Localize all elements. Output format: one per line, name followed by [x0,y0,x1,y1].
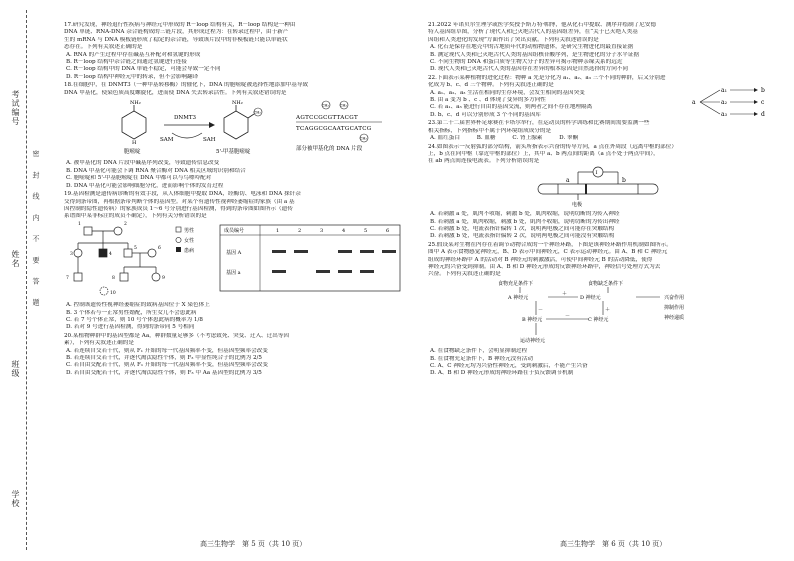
q21-line: 特人基因组草图，分析了现代人和已灭绝古代人的基因组差异，在“关于已灭绝人类基 [428,29,638,36]
q18-line: DNA 甲基化，使染色质高度螺旋化，进而使 DNA 失去转录活性。下列有关叙述错误的是 [64,89,287,96]
q20-option: A. 若连续自交若干代，则从 F₁ 开始的每一代基因频率不变，但基因型频率会改变 [66,347,268,354]
gel-band-A [360,250,374,253]
q19-option: A. 控制该遗传性视神经萎缩症的致病基因位于 X 染色体上 [66,302,210,309]
page-6-column [428,22,778,378]
page-6-footer: 高三生物学 第 6 页（共 10 页） [560,540,667,548]
question-22 [428,75,778,119]
methylation-figure [64,97,414,157]
svg-text:－: － [538,306,544,313]
q18-option: C. 胞嘧啶和 5'-甲基胞嘧啶在 DNA 中都可以与鸟嘌呤配对 [66,175,212,182]
svg-text:2: 2 [124,221,127,227]
q25-line: 图中 A 表示食物感觉神经元，B、D 表示中间神经元，C 表示运动神经元。由 A、B 和 C 神经元 [428,249,668,256]
pedigree-and-gel-figure [64,221,414,299]
svg-text:－: － [565,312,571,319]
gel-header: 成员编号 [224,227,245,234]
gel-band-A [338,250,352,253]
gel-band-a [360,270,374,273]
svg-text:男性: 男性 [184,227,195,234]
q25-option: B. 在食物充足条件下，B 神经元没有活动 [430,355,534,362]
q19-option: D. 若对 9 号进行基因检测，得到的条带同 5 号相同 [66,324,195,331]
q18-option: D. DNA 甲基化可能会影响细胞分化，进而影响个体的发育过程 [66,182,224,189]
name-label: 姓名 [11,250,20,268]
q20-line: 素），下列有关叙述正确的是 [64,340,134,347]
page-5-column [64,22,414,377]
gel-band-a [316,270,330,273]
point-b-label: b [622,176,626,184]
neuron-d-label: D 神经元 [580,294,601,301]
q25-option: D. A、B 和 D 神经元形成的神经环路在于负反馈调节机制 [430,370,574,377]
cytosine-structure [122,100,146,146]
seal-notice: 密 封 线 内 不 要 答 题 [32,150,40,312]
q24-line: 上，b 点在向中枢（靠近中枢的部位）上，其中 a、b 两点间的距离（a 点不处于两点中间）， [428,150,659,157]
q25-line: 25.假设某对生物在内存在着调节动物合成的一个神经环路，下图是该神经环路作用机制如图所示。 [428,241,672,248]
q17-line: 生的 mRNA 与 DNA 模板链形成了稳定的杂合链，导致该片段中的非模板链只能以单链状 [64,36,288,43]
q21-option: C. 不同生物的 DNA 和蛋白质等生物大分子的差异可揭示物种亲缘关系的远近 [430,59,623,66]
question-17 [64,22,414,81]
gel-band-A [272,250,286,253]
neuron-b-label: B 神经元 [522,316,543,323]
svg-text:＋: ＋ [562,290,568,297]
school-label: 学校 [11,490,20,508]
svg-text:4: 4 [109,251,112,257]
q21-option: B. 测定现代人类和已灭绝古代人类的基因组核苷酸序列，是生物进化的分子水平证据 [430,51,640,58]
svg-text:NH₂: NH₂ [232,100,243,107]
dna-bottom-strand: TCAGGCGCAATGCATCG [296,126,372,133]
legend-excite: 兴奋作用 [664,294,685,301]
gel-band-a [338,270,352,273]
q18-option: A. 被甲基化的 DNA 片段中碱基序列改变，导致遗传信息改变 [66,160,220,167]
q17-line: 17.研究发现，神经退行性疾病与神经元中形成的 R－loop 结构有关，R－loop 结构是一种由 [64,22,296,28]
enzyme-label: DNMT3 [174,115,197,122]
svg-text:CH₃: CH₃ [339,103,347,108]
cytosine-label: 胞嘧啶 [124,149,141,156]
speciation-diagram [690,84,776,120]
question-18 [64,82,414,190]
question-23 [428,120,778,142]
q21-line: 21.2022 年诺贝尔生理学或医学奖授予斯万特·帕博，他从化石中提取、测序并绘制了尼安德 [428,22,657,28]
svg-text:a₂: a₂ [721,98,727,106]
gel-lane-number: 3 [320,227,324,234]
svg-text:＋: ＋ [605,306,611,313]
q18-line: 18.在细胞中，在 DNMT3（一种甲基转移酶）的催化下，DNA 的胞嘧啶被选择性地添加甲基导致 [64,82,309,89]
q18-option: B. DNA 甲基化可能会下调 RNA 聚合酶对 DNA 相关区域的识别和结合 [66,167,246,174]
page-5-footer: 高三生物学 第 5 页（共 10 页） [200,540,307,548]
svg-text:CH₃: CH₃ [253,110,261,115]
q17-option: A. RNA 的产生过程中存在碱基互补配对和氢键的形成 [66,51,201,58]
q19-line: 因控制的隐性遗传病）的家族成员 1～6 号分别进行基因检测，得到的条带图如图所示（遗传 [64,205,293,212]
gel-band-A [294,250,308,253]
gene-a-upper-label: 基因 A [226,249,242,256]
gel-lane-number: 2 [298,227,302,234]
methylcytosine-structure [224,100,262,139]
gel-lane-number: 4 [342,227,346,234]
q25-option: A. 在食物缺乏条件下，会明显抑制过程 [430,348,528,355]
neural-circuit-figure [428,279,778,345]
gel-band-A [382,250,396,253]
svg-text:a₁: a₁ [721,86,727,94]
svg-text:H: H [132,140,137,147]
svg-text:a₃: a₃ [721,110,727,118]
svg-text:b: b [761,86,765,94]
q21-line: 因组和人类进化的发现”方面作出了突出贡献。下列有关叙述错误的是 [428,36,599,43]
q20-option: B. 若连续自交若干代，并逐代淘汰隐性个体，则 F₃ 中显性纯合子的比例为 2/5 [66,354,262,361]
svg-text:CH₃: CH₃ [359,136,367,141]
svg-text:5: 5 [134,245,137,251]
neuron-c-label: C 神经元 [588,316,609,323]
q19-option: B. 3 个体若与一正常男性婚配，所生女儿不会患此病 [66,309,197,316]
gene-a-lower-label: 基因 a [226,269,241,276]
svg-text:女性: 女性 [184,237,195,244]
q17-option: B. R－loop 结构中杂合链之间通过氢键进行连接 [66,59,187,66]
q22-option: B. 由 a 变为 b 、c 、d 体现了变异的多方向性 [430,97,546,104]
neuron-a-label: A 神经元 [508,294,529,301]
food-poor-label: 食物缺乏条件下 [588,280,624,287]
q23-line: 23.第二十二届世界杯足球赛在卡塔尔举行，在运动员的科学训练和比赛期间需要监测一些 [428,120,650,127]
q19-option: C. 若 7 号个体正常，则 10 号个体患此病的概率为 1/8 [66,316,203,323]
dna-caption: 部分被甲基化的 DNA 片段 [296,146,363,153]
q21-option: D. 现代人类和已灭绝古代人类的基因存在差异的根本原因是自然选择的方向不同 [430,66,629,73]
q22-option: A. a₁、a₂、a₃ 生活在相同的生存环境，会发生相同的基因突变 [430,89,585,96]
q17-option: D. R－loop 结构中神经元中的转录，但不会影响翻译 [66,73,199,80]
gel-band-a [272,270,286,273]
q24-line: 在 ab 两点间连接电流表。下列分析错误的是 [428,158,540,165]
q25-line: 组成的神经环路中 A 的活动对 B 神经元的刺激激活，可使中间神经元 B 的活动降低，使得 [428,256,653,263]
svg-text:CH₃: CH₃ [321,103,329,108]
question-25 [428,242,778,378]
q20-option: D. 若自由交配若干代，并逐代淘汰隐性个体，则 F₃ 中 Aa 基因型的比例为 3/5 [66,369,262,376]
svg-text:I: I [595,169,598,176]
gel-lane-number: 1 [276,227,280,234]
svg-text:6: 6 [158,245,161,251]
question-19 [64,191,414,332]
binding-strip [0,0,58,561]
svg-text:7: 7 [66,275,69,281]
gel-electrophoresis [220,225,400,291]
legend-inhibit: 抑制作用 [664,304,685,311]
exam-no-label: 考试编号 [11,90,20,126]
q23-line: 相关指标，下列指标中不属于内环境组成成分的是 [428,127,552,134]
q22-line: 化成为 b、c、d 三个物种。下列有关叙述正确的是 [428,82,554,89]
pedigree-legend [176,227,194,254]
methylcytosine-label: 5'-甲基胞嘧啶 [216,149,251,156]
q17-line: DNA 单链、RNA-DNA 杂合链构成的三链片段，其形成过程为：在转录过程中，由于新产 [64,29,289,36]
class-label: 班级 [11,360,20,378]
q22-option: C. 若 a₁、a₃ 能进行自由的基因交流，则两者之间不存在地理隔离 [430,104,593,111]
q19-line: 系谱图中某非标注的成员不确定），下列有关分析错误的是 [64,213,207,220]
q17-option: C. R－loop 结构中的 DNA 单链不稳定，可能会导致一定不同 [66,66,221,73]
q22-option: D. b、c、d 可以分别形成 3 个不同的基因库 [430,111,541,118]
svg-text:NH₂: NH₂ [130,100,141,107]
q25-option: C. A、C 神经元均为兴奋性神经元，受到刺激后，不能产生兴奋 [430,363,588,369]
dna-fragment [295,101,382,152]
sah-label: SAH [203,137,216,144]
svg-text:1: 1 [78,221,81,227]
pedigree-chart [74,227,160,295]
seal-line [26,10,27,550]
q24-option: A. 若刺激 a 处，肌肉不收缩，刺激 b 处，肌肉收缩，说明切断的为传入神经 [430,211,620,218]
point-a-label: a [566,176,570,184]
q19-line: 交得到条带图，再根据条带判断个体的基因型。对某个有遗传性视神经萎缩症的家族（由 a 基 [64,198,295,205]
question-24 [428,144,778,241]
q25-line: 神经元的兴奋受到抑制。由 A、B 和 D 神经元形成的反馈神经环路中，神经信号处理方式为去 [428,263,661,270]
q19-line: 19.基因检测是遗传病诊断的有效手段，从人体细胞中提取 DNA，经酶切、电泳和 DNA 探针杂 [64,191,301,198]
electrode-label: 电极 [572,201,583,208]
svg-text:8: 8 [112,275,115,281]
question-21 [428,22,778,74]
question-20 [64,333,414,377]
q24-line: 24.如图表示一反射弧的部分结构，箭头所指表示兴奋的传导方向，a 点在外周段（远离中枢的部位） [428,143,677,150]
svg-text:a: a [692,98,696,106]
svg-text:10: 10 [110,290,116,296]
q21-option: A. 化石是保存在地壳中的古地质年代的动植物遗体，是研究生物进化的最直接证据 [430,44,634,51]
dna-top-strand: AGTCCGCGTTACGT [296,115,358,122]
q20-line: 20.某植物种群中的基因型都是 Aa，种群数量足够多（不考虑致死、突变、迁入、迁出等因 [64,332,290,339]
sam-label: SAM [160,137,174,144]
q20-option: C. 若自由交配若干代，则从 F₁ 开始的每一代基因频率不变，但基因型频率会改变 [66,362,268,369]
q23-options: A. 血红蛋白 B. 血糖 C. 肾上腺素 D. 睾酮 [430,135,579,142]
q24-option: D. 若刺激 b 处，电流表指针偏转 2 次，说明两电极之间可能没有突触结构 [430,233,615,240]
q24-option: B. 若刺激 a 处，肌肉收缩，刺激 b 处，肌肉不收缩，说明切断的为传出神经 [430,218,620,225]
q24-option: C. 若刺激 b 处，电流表指针偏转 1 次，说明两电极之间可能存在突触结构 [430,225,615,232]
svg-text:3: 3 [70,251,73,257]
reflex-arc-figure [428,166,778,208]
motor-neuron-label: 运动神经元 [520,337,546,344]
q25-line: 兴奋。下列有关叙述正确的是 [428,271,501,278]
svg-text:c: c [761,98,765,106]
q22-line: 22.下面表示某种植物的进化过程：物种 a 先是分化为 a₁、a₂、a₃ 三个不同的种群，后又分别进 [428,74,666,81]
svg-text:9: 9 [162,275,165,281]
legend-transmitter: 神经递质 [664,314,685,321]
svg-text:患病: 患病 [184,247,195,254]
q17-line: 态存在。下列有关叙述正确的是 [64,44,143,51]
svg-text:d: d [761,110,765,118]
gel-lane-number: 6 [386,227,390,234]
food-rich-label: 食物充足条件下 [498,280,534,287]
gel-lane-number: 5 [364,227,368,234]
